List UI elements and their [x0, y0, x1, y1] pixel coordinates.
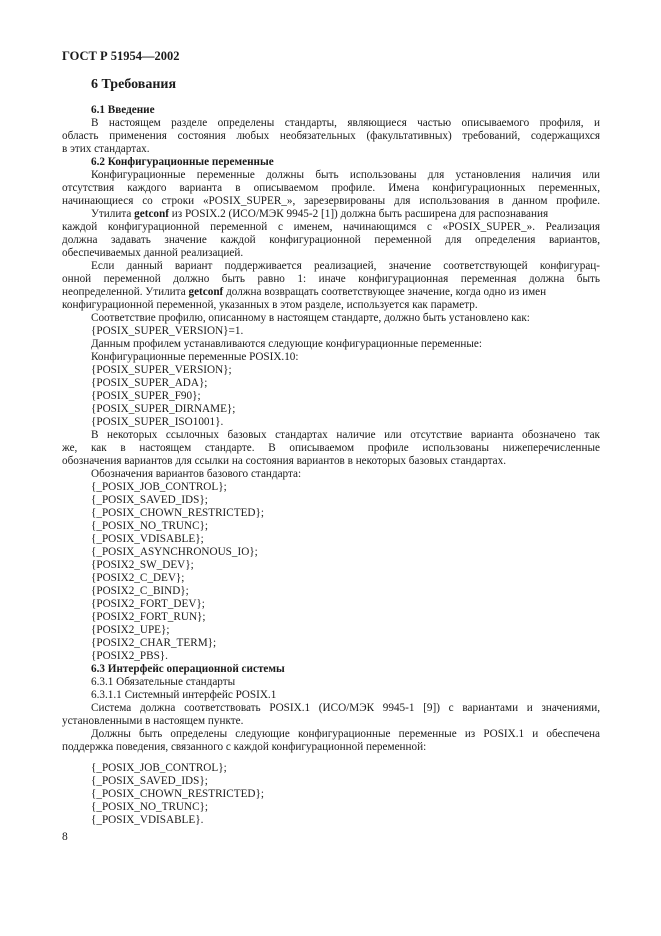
- text-run: Утилита: [91, 208, 135, 220]
- paragraph-line: в этих стандартах.: [62, 143, 150, 155]
- paragraph-line: обозначения вариантов для ссылки на состояния вариантов в некоторых базовых стандартах.: [62, 455, 507, 467]
- paragraph-line: отсутствия каждого варианта в описываемом профиле. Имена конфигурационных переменных,: [62, 182, 600, 194]
- paragraph-line: обеспечиваемых данной реализацией.: [62, 247, 244, 259]
- config-variable: {POSIX2_UPE};: [91, 624, 170, 636]
- subsection-heading-6-2: 6.2 Конфигурационные переменные: [91, 156, 274, 168]
- paragraph-line: Конфигурационные переменные должны быть использованы для установления наличия или: [91, 169, 600, 181]
- paragraph-line: должна задавать значение каждой конфигурационной переменной для определения вариантов,: [62, 234, 600, 246]
- config-variable: {POSIX2_C_DEV};: [91, 572, 185, 584]
- paragraph-line: В некоторых ссылочных базовых стандартах наличие или отсутствие варианта обозначено так: [91, 429, 600, 441]
- config-variable: {_POSIX_ASYNCHRONOUS_IO};: [91, 546, 258, 558]
- section-title: 6 Требования: [91, 77, 177, 92]
- config-variable: {_POSIX_JOB_CONTROL};: [91, 762, 227, 774]
- paragraph-line: же, как в настоящем стандарте. В описываемом профиле использованы нижеперечисленные: [62, 442, 600, 454]
- page-number: 8: [62, 831, 68, 843]
- config-variable: {POSIX2_CHAR_TERM};: [91, 637, 217, 649]
- config-variable: {POSIX_SUPER_DIRNAME};: [91, 403, 236, 415]
- config-variable: {POSIX_SUPER_VERSION};: [91, 364, 232, 376]
- paragraph-line: {POSIX_SUPER_VERSION}=1.: [91, 325, 244, 337]
- config-variable: {_POSIX_NO_TRUNC};: [91, 520, 209, 532]
- config-variable: {POSIX2_SW_DEV};: [91, 559, 194, 571]
- text-run: из POSIX.2 (ИСО/МЭК 9945-2 [1]) должна быть расширена для распознавания: [168, 208, 549, 220]
- config-variable: {POSIX2_FORT_DEV};: [91, 598, 205, 610]
- paragraph-line: Если данный вариант поддерживается реализацией, значение соответствующей конфигурац-: [91, 260, 600, 272]
- paragraph-line: В настоящем разделе определены стандарты, являющиеся частью описываемого профиля, и: [91, 117, 600, 129]
- paragraph-line: онной переменной должно быть равно 1: иначе конфигурационная переменная должна быть: [62, 273, 600, 285]
- paragraph-line: Данным профилем устанавливаются следующие конфигурационные переменные:: [91, 338, 482, 350]
- subsection-heading-6-3-1-1: 6.3.1.1 Системный интерфейс POSIX.1: [91, 689, 277, 701]
- paragraph-line: Конфигурационные переменные POSIX.10:: [91, 351, 299, 363]
- config-variable: {_POSIX_VDISABLE}.: [91, 814, 204, 826]
- config-variable: {POSIX2_PBS}.: [91, 650, 168, 662]
- paragraph-line: каждой конфигурационной переменной с именем, начинающимся с «POSIX_SUPER_». Реализация: [62, 221, 600, 233]
- paragraph-line: поддержка поведения, связанного с каждой конфигурационной переменной:: [62, 741, 427, 753]
- paragraph-line: Обозначения вариантов базового стандарта:: [91, 468, 302, 480]
- subsection-heading-6-3: 6.3 Интерфейс операционной системы: [91, 663, 285, 675]
- paragraph-line: конфигурационной переменной, указанных в этом разделе, используется как параметр.: [62, 299, 478, 311]
- text-run: должна возвращать соответствующее значение, когда одно из имен: [223, 286, 547, 298]
- config-variable: {_POSIX_VDISABLE};: [91, 533, 204, 545]
- config-variable: {POSIX_SUPER_ISO1001}.: [91, 416, 224, 428]
- paragraph-line: установленными в настоящем пункте.: [62, 715, 244, 727]
- config-variable: {_POSIX_SAVED_IDS};: [91, 775, 208, 787]
- paragraph-line: начинающиеся со строки «POSIX_SUPER_», зарезервированы для использования в данном профиле.: [62, 195, 600, 207]
- subsection-heading-6-1: 6.1 Введение: [91, 104, 155, 116]
- document-header: ГОСТ Р 51954—2002: [62, 49, 180, 63]
- subsection-heading-6-3-1: 6.3.1 Обязательные стандарты: [91, 676, 236, 688]
- config-variable: {POSIX_SUPER_ADA};: [91, 377, 208, 389]
- paragraph-line: [91, 208, 548, 220]
- config-variable: {_POSIX_NO_TRUNC};: [91, 801, 209, 813]
- paragraph-line: Система должна соответствовать POSIX.1 (ИСО/МЭК 9945-1 [9]) с вариантами и значениями,: [91, 702, 600, 714]
- config-variable: {POSIX2_C_BIND};: [91, 585, 189, 597]
- command-name: getconf: [134, 208, 169, 220]
- text-run: неопределенной. Утилита: [62, 286, 189, 298]
- command-name: getconf: [188, 286, 224, 298]
- paragraph-line: Должны быть определены следующие конфигурационные переменные из POSIX.1 и обеспечена: [91, 728, 600, 740]
- config-variable: {_POSIX_SAVED_IDS};: [91, 494, 208, 506]
- config-variable: {POSIX_SUPER_F90};: [91, 390, 201, 402]
- paragraph-line: [62, 286, 546, 298]
- config-variable: {_POSIX_CHOWN_RESTRICTED};: [91, 507, 264, 519]
- paragraph-line: область применения состояния любых необязательных (факультативных) требований, содержащихся: [62, 130, 600, 142]
- config-variable: {_POSIX_JOB_CONTROL};: [91, 481, 227, 493]
- config-variable: {POSIX2_FORT_RUN};: [91, 611, 206, 623]
- config-variable: {_POSIX_CHOWN_RESTRICTED};: [91, 788, 264, 800]
- paragraph-line: Соответствие профилю, описанному в настоящем стандарте, должно быть установлено как:: [91, 312, 530, 324]
